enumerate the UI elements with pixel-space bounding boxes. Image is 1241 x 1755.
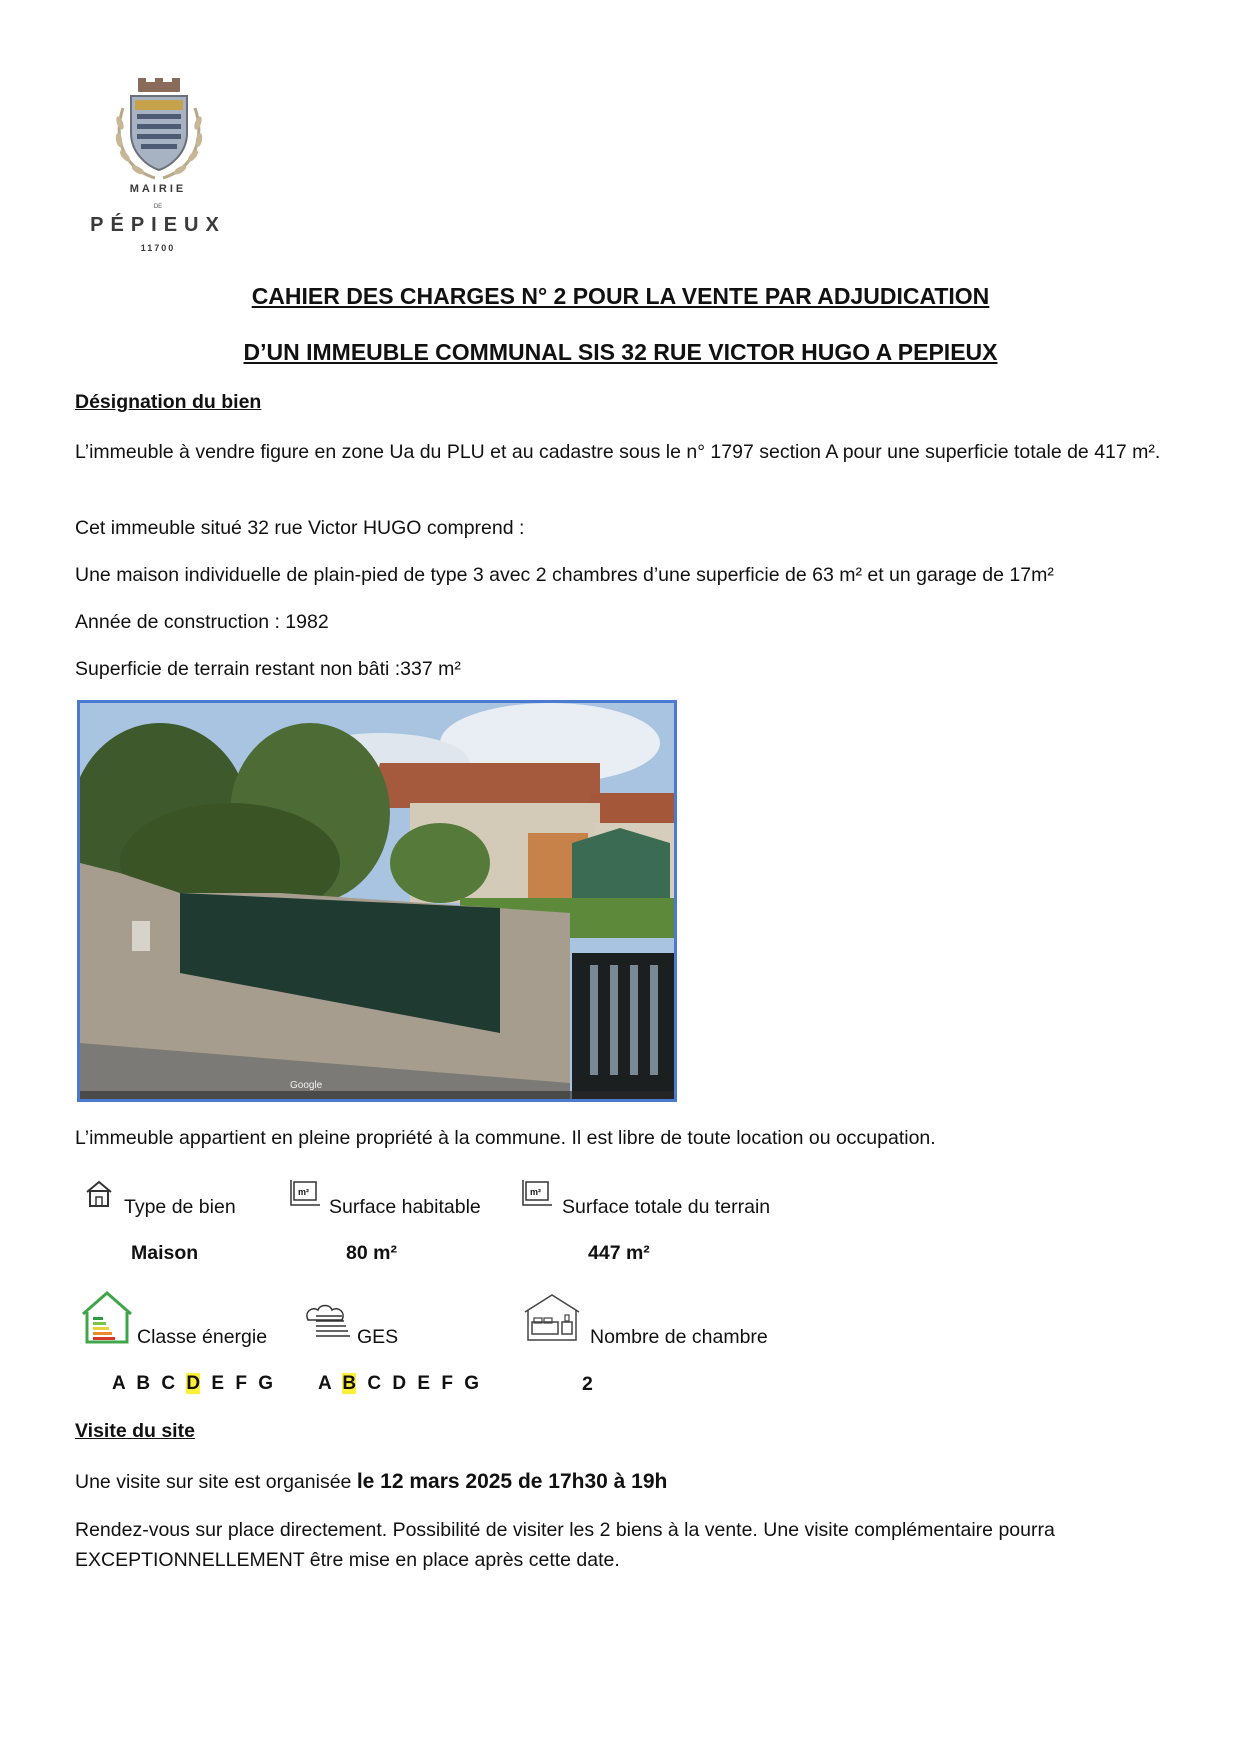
visit-intro-text: Une visite sur site est organisée bbox=[75, 1471, 357, 1493]
nombre-chambre-label: Nombre de chambre bbox=[590, 1326, 768, 1348]
section-heading-designation: Désignation du bien bbox=[75, 391, 262, 413]
logo-town-text: PÉPIEUX bbox=[90, 214, 226, 236]
classe-energie-label: Classe énergie bbox=[137, 1326, 268, 1348]
ges-class-f: F bbox=[441, 1373, 453, 1394]
designation-paragraph-3: Une maison individuelle de plain-pied de type 3 avec 2 chambres d’une superficie de 63 m² et un garage de 17m² bbox=[75, 564, 1054, 586]
logo-mairie-text: MAIRIE bbox=[129, 183, 187, 195]
document-title-line2: D’UN IMMEUBLE COMMUNAL SIS 32 RUE VICTOR HUGO A PEPIEUX bbox=[243, 339, 998, 365]
surface-terrain-label: Surface totale du terrain bbox=[562, 1196, 771, 1218]
logo-de-text: DE bbox=[153, 204, 163, 210]
ges-class-a: A bbox=[318, 1373, 332, 1394]
designation-paragraph-1: L’immeuble à vendre figure en zone Ua du PLU et au cadastre sous le n° 1797 section A pour une superficie totale de 417 m². bbox=[75, 441, 1161, 463]
document-title-line1: CAHIER DES CHARGES N° 2 POUR LA VENTE PAR ADJUDICATION bbox=[251, 283, 990, 309]
house-icon bbox=[85, 1179, 113, 1209]
visit-date-text: le 12 mars 2025 de 17h30 à 19h bbox=[356, 1470, 668, 1493]
energy-class-f: F bbox=[235, 1373, 247, 1394]
type-de-bien-label: Type de bien bbox=[124, 1196, 236, 1218]
section-heading-visite: Visite du site bbox=[75, 1420, 195, 1442]
nombre-chambre-value: 2 bbox=[582, 1373, 593, 1395]
ges-label: GES bbox=[357, 1326, 399, 1348]
type-de-bien-value: Maison bbox=[131, 1242, 199, 1264]
energy-class-c: C bbox=[161, 1373, 176, 1394]
ges-class-g: G bbox=[464, 1373, 479, 1394]
terrain-m2-icon bbox=[522, 1179, 554, 1209]
bedroom-icon bbox=[522, 1292, 582, 1344]
photo-watermark: Google bbox=[290, 1080, 323, 1091]
ges-class-c: C bbox=[367, 1373, 382, 1394]
ges-class-d: D bbox=[392, 1373, 407, 1394]
visit-paragraph-1 bbox=[75, 1467, 1175, 1497]
ges-emissions-icon bbox=[302, 1300, 352, 1340]
surface-habitable-value: 80 m² bbox=[346, 1242, 397, 1264]
ownership-paragraph: L’immeuble appartient en pleine propriété à la commune. Il est libre de toute location ou occupation. bbox=[75, 1127, 936, 1149]
svg-text:m²: m² bbox=[298, 1187, 309, 1197]
ges-class-e: E bbox=[417, 1373, 431, 1394]
designation-paragraph-2: Cet immeuble situé 32 rue Victor HUGO comprend : bbox=[75, 517, 525, 539]
visit-paragraph-2: Rendez-vous sur place directement. Possibilité de visiter les 2 biens à la vente. Une visite complémentaire pourra EXCEPTIONNELLEMENT être mise en place après cette date. bbox=[75, 1519, 1055, 1571]
area-m2-icon bbox=[290, 1179, 322, 1209]
energy-class-a: A bbox=[112, 1373, 126, 1394]
logo-postcode-text: 11700 bbox=[140, 243, 176, 253]
energy-class-b: B bbox=[136, 1373, 151, 1394]
surface-habitable-label: Surface habitable bbox=[329, 1196, 481, 1218]
energy-class-e: E bbox=[211, 1373, 225, 1394]
surface-terrain-value: 447 m² bbox=[588, 1242, 650, 1264]
ges-class-b-selected: B bbox=[342, 1373, 357, 1394]
ges-class-scale bbox=[318, 1373, 479, 1395]
designation-paragraph-4: Année de construction : 1982 bbox=[75, 611, 329, 633]
designation-paragraph-5: Superficie de terrain restant non bâti :337 m² bbox=[75, 658, 461, 680]
property-photo bbox=[77, 700, 677, 1102]
svg-text:m²: m² bbox=[530, 1187, 541, 1197]
energy-class-icon bbox=[79, 1290, 135, 1346]
energy-class-d-selected: D bbox=[186, 1373, 201, 1394]
energy-class-scale bbox=[112, 1373, 273, 1395]
house-street-view-image bbox=[80, 703, 674, 1099]
energy-class-g: G bbox=[258, 1373, 273, 1394]
